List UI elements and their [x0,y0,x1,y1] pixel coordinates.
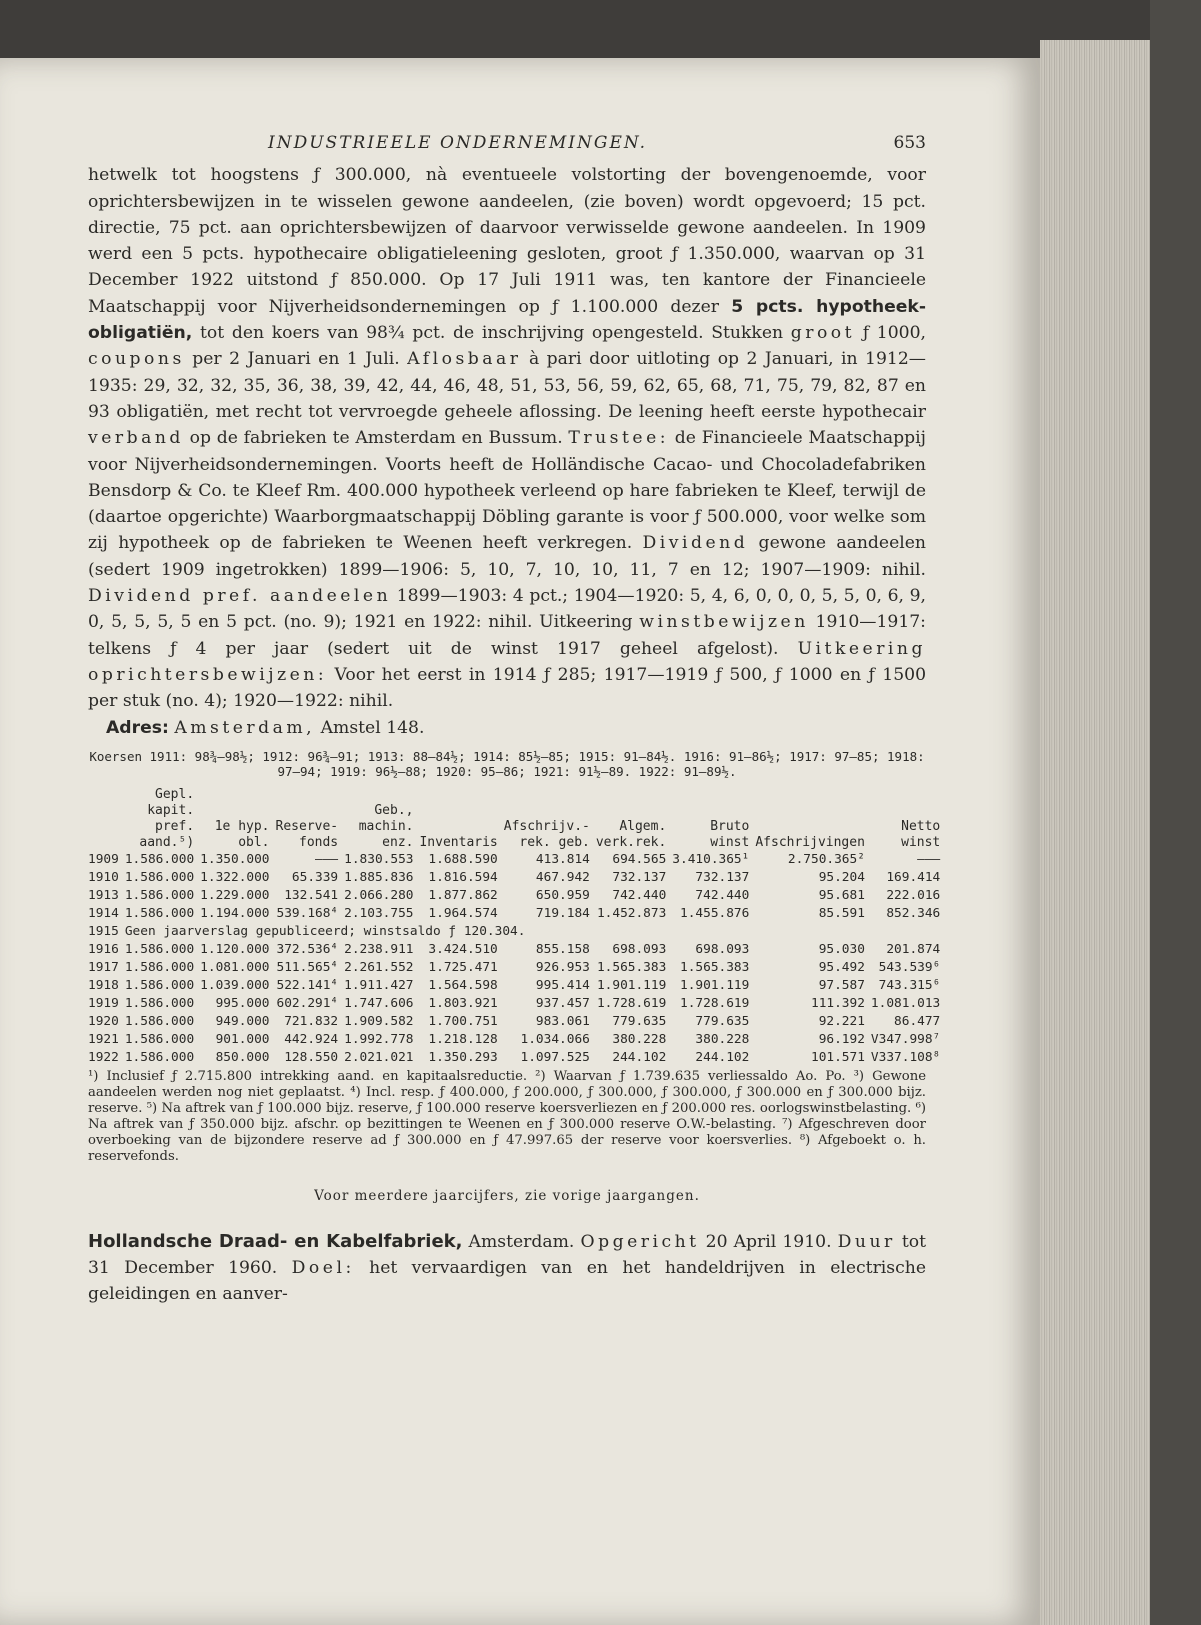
financial-table [88,787,943,1067]
table-cell: 743.315⁶ [878,977,941,993]
table-header-cell: Inventaris [419,834,498,850]
table-cell: 1.350.293 [428,1049,498,1065]
table-cell: 719.184 [535,905,590,921]
table-cell: 543.539⁶ [878,959,941,975]
table-row [88,851,943,869]
row-year: 1918 [88,977,119,993]
text-run: hetwelk tot hoogstens ƒ 300.000, nà eventueele volstorting der bovengenoemde, voor oprichtersbewijzen in te wisselen gewone aandeelen, (zie boven) wordt opgevoerd; 15 pct. directie, 75 pct. aan oprichtersbewijzen of daarvoor verwisselde gewone aandeelen. In 1909 werd een 5 pcts. hypothecaire obligatieleening gesloten, groot ƒ 1.350.000, waarvan op 31 December 1922 uitstond ƒ 850.000. Op 17 Juli 1911 was, ten kantore der Financieele Maatschappij voor Nijverheidsondernemingen op ƒ 1.100.000 dezer [88,165,926,317]
table-cell: 1.747.606 [344,995,414,1011]
table-cell: 1.586.000 [124,851,195,867]
table-cell: 1.586.000 [124,977,195,993]
table-cell: 742.440 [612,887,667,903]
table-cell: 698.093 [612,941,667,957]
company-paragraph [88,162,926,714]
table-cell: 3.424.510 [428,941,498,957]
table-row [88,941,943,959]
address-city: Amsterdam, [174,717,316,738]
table-cell: 101.571 [810,1049,865,1065]
table-header-cell [88,787,122,851]
table-cell: 1.725.471 [428,959,498,975]
text-run: Amsterdam. [462,1232,581,1253]
table-cell: 1.803.921 [428,995,498,1011]
table-cell: 852.346 [886,905,941,921]
address-line [106,715,926,741]
table-cell: 95.681 [818,887,865,903]
table-row [88,869,943,887]
table-cell: 1.565.383 [596,959,667,975]
row-year: 1921 [88,1031,119,1047]
table-cell: 1.586.000 [124,905,195,921]
table-row [88,995,943,1013]
table-cell: 1.350.000 [200,851,270,867]
spaced-term: Aflosbaar [407,349,522,370]
table-row [88,923,943,941]
table-cell: 1.097.525 [520,1049,590,1065]
table-cell: 1.830.553 [344,851,414,867]
table-cell: 983.061 [535,1013,590,1029]
table-row [88,959,943,977]
spaced-term: Dividend pref. aandeelen [88,586,392,607]
table-cell: 96.192 [818,1031,865,1047]
text-run: gewone aandeelen (sedert 1909 ingetrokken) 1899—1906: 5, 10, 7, 10, 10, 11, 7 en 12; 1907—1909: nihil. [88,533,926,580]
table-row [88,1013,943,1031]
text-run: tot den koers van 98¾ pct. de inschrijving opengesteld. Stukken [192,323,791,344]
table-cell: 721.832 [284,1013,339,1029]
table-cell: 2.238.911 [344,941,414,957]
table-cell: 244.102 [695,1049,750,1065]
address-street: Amstel 148. [315,717,425,738]
table-cell: 926.953 [535,959,590,975]
table-cell: 2.750.365² [787,851,865,867]
table-row [88,977,943,995]
table-cell: 1.586.000 [124,887,195,903]
spaced-term: Doel: [291,1258,355,1279]
spaced-term: Trustee: [568,428,670,449]
table-cell: 380.228 [612,1031,667,1047]
table-cell: 539.168⁴ [276,905,339,921]
table-cell: 1.992.778 [344,1031,414,1047]
table-row [88,1049,943,1067]
table-cell: 1.455.876 [680,905,750,921]
see-previous-note: Voor meerdere jaarcijfers, zie vorige jaargangen. [314,1187,700,1204]
text-run: per 2 Januari en 1 Juli. [184,349,408,370]
table-cell: 95.030 [818,941,865,957]
running-header [88,130,926,156]
table-cell: 995.000 [215,995,270,1011]
row-year: 1920 [88,1013,119,1029]
table-cell: 1.229.000 [200,887,270,903]
table-cell: V337.108⁸ [870,1049,941,1065]
table-cell: 1.901.119 [596,977,667,993]
table-row [88,887,943,905]
table-cell: 111.392 [810,995,865,1011]
row-year: 1915 [88,923,119,939]
table-header-cell: Reserve-fonds [275,818,339,850]
row-year: 1922 [88,1049,119,1065]
table-cell: 201.874 [886,941,941,957]
table-cell: 65.339 [291,869,339,885]
table-cell: 380.228 [695,1031,750,1047]
row-year: 1919 [88,995,119,1011]
table-cell: 2.066.280 [344,887,414,903]
table-cell: 732.137 [695,869,750,885]
table-cell: 1.586.000 [124,941,195,957]
table-cell: ——— [917,851,941,867]
table-cell: 467.942 [535,869,590,885]
table-cell: 1.081.013 [870,995,941,1011]
text-run: 20 April 1910. [699,1232,838,1253]
table-header-cell: Algem. verk.rek. [595,818,667,850]
page-content [88,130,941,1307]
table-cell: 442.924 [284,1031,339,1047]
table-cell: 1.564.598 [428,977,498,993]
table-cell: V347.998⁷ [870,1031,941,1047]
row-year: 1913 [88,887,119,903]
row-year: 1917 [88,959,119,975]
table-cell: 1.728.619 [596,995,667,1011]
table-cell: 1.039.000 [200,977,270,993]
table-cell: 732.137 [612,869,667,885]
spaced-term: Duur [837,1232,896,1253]
table-cell: 2.261.552 [344,959,414,975]
spaced-term: winstbewijzen [639,612,809,633]
table-cell: 372.536⁴ [276,941,339,957]
table-cell: 1.081.000 [200,959,270,975]
table-cell: 3.410.365¹ [672,851,750,867]
table-cell: 742.440 [695,887,750,903]
row-year: 1916 [88,941,119,957]
table-row [88,1031,943,1049]
table-cell: 779.635 [695,1013,750,1029]
table-cell: 97.587 [818,977,865,993]
table-header-cell: Afschrijv.- rek. geb. [503,818,590,850]
table-cell: 949.000 [215,1013,270,1029]
table-cell: 850.000 [215,1049,270,1065]
table-header-cell: Netto winst [901,818,941,850]
text-run: ƒ 1000, [855,323,926,344]
table-header-cell: Afschrijvingen [755,834,865,850]
table-cell: 937.457 [535,995,590,1011]
spaced-term: Dividend [642,533,749,554]
table-header-cell: Geb., machin. enz. [358,802,414,850]
table-cell: 1.586.000 [124,1031,195,1047]
table-cell: 1.322.000 [200,869,270,885]
table-header-cell: Gepl. kapit. pref. aand.⁵) [139,786,195,850]
text-run: de Financieele Maatschappij voor Nijverheidsondernemingen. Voorts heeft de Holländische Cacao- und Chocoladefabriken Bensdorp & Co. te Kleef Rm. 400.000 hypotheek verleend op hare fabrieken te Kleef, terwijl de (daartoe opgerichte) Waarborgmaatschappij Döbling garante is voor ƒ 500.000, voor welke som zij hypotheek op de fabrieken te Weenen heeft verkregen. [88,428,926,554]
table-cell: 413.814 [535,851,590,867]
text-run: op de fabrieken te Amsterdam en Bussum. [183,428,569,449]
footnotes: ¹) Inclusief ƒ 2.715.800 intrekking aand. en kapitaalsreductie. ²) Waarvan ƒ 1.739.635 verliessaldo Ao. Po. ³) Gewone aandeelen werden nog niet geplaatst. ⁴) Incl. resp. ƒ 400.000, ƒ 200.000, ƒ 300.000, ƒ 300.000, ƒ 300.000 en ƒ 300.000 bijz. reserve. ⁵) Na aftrek van ƒ 100.000 bijz. reserve, ƒ 100.000 reserve koersverliezen en ƒ 200.000 res. oorlogswinstbelasting. ⁶) Na aftrek van ƒ 350.000 bijz. afschr. op bezittingen te Weenen en ƒ 300.000 reserve O.W.-belasting. ⁷) Afgeschreven door overboeking van de bijzondere reserve ad ƒ 300.000 en ƒ 47.997.65 der reserve voor koersverlies. ⁸) Afgeboekt o. h. reservefonds. [88,1068,926,1164]
spaced-term: groot [790,323,856,344]
table-cell: 92.221 [818,1013,865,1029]
table-cell: 522.141⁴ [276,977,339,993]
table-header-cell: Bruto winst [710,818,750,850]
table-cell: 95.492 [818,959,865,975]
table-cell: 1.909.582 [344,1013,414,1029]
table-cell: 1.586.000 [124,1013,195,1029]
text-run: 1910—1917: telkens ƒ 4 per jaar (sedert uit de winst 1917 geheel afgelost). [88,612,926,659]
table-cell: 698.093 [695,941,750,957]
table-cell: 1.688.590 [428,851,498,867]
spaced-term: Opgericht [580,1232,700,1253]
table-cell: 650.959 [535,887,590,903]
table-body [88,851,943,1067]
table-header-row [88,787,943,851]
table-cell: 1.218.128 [428,1031,498,1047]
table-cell: 2.021.021 [344,1049,414,1065]
spaced-term: coupons [88,349,185,370]
book-cover-edge [1150,0,1201,1625]
table-cell: 1.586.000 [124,959,195,975]
table-cell: 1.885.836 [344,869,414,885]
next-company-name: Hollandsche Draad- en Kabelfabriek, [88,1231,463,1253]
table-cell: 95.204 [818,869,865,885]
table-cell: 2.103.755 [344,905,414,921]
table-cell: 1.034.066 [520,1031,590,1047]
table-cell: ——— [315,851,339,867]
table-header-cell: 1e hyp. obl. [214,818,270,850]
text-run: à pari door uitloting op 2 Januari, in 1912—1935: 29, 32, 32, 35, 36, 38, 39, 42, 44, 46, 48, 51, 53, 56, 59, 62, 65, 68, 71, 75, 79, 82, 87 en 93 obligatiën, met recht tot vervroegde geheele aflossing. De leening heeft eerste hypothecair [88,349,926,422]
spaced-term: Uitkeering oprichtersbewijzen: [88,638,926,685]
table-cell: 1.586.000 [124,995,195,1011]
table-cell: 169.414 [886,869,941,885]
table-cell: 855.158 [535,941,590,957]
table-cell: 86.477 [894,1013,941,1029]
table-cell: 694.565 [612,851,667,867]
table-cell: 132.541 [284,887,339,903]
table-cell: 995.414 [535,977,590,993]
row-year: 1914 [88,905,119,921]
table-cell: 1.586.000 [124,869,195,885]
table-cell: 1.700.751 [428,1013,498,1029]
table-cell: 1.964.574 [428,905,498,921]
table-cell: 222.016 [886,887,941,903]
table-cell: 779.635 [612,1013,667,1029]
table-cell: 1.911.427 [344,977,414,993]
table-cell: 1.816.594 [428,869,498,885]
row-year: 1909 [88,851,119,867]
running-title: INDUSTRIEELE ONDERNEMINGEN. [268,133,648,153]
address-label: Adres: [106,717,169,738]
table-cell: 128.550 [284,1049,339,1065]
row-year: 1910 [88,869,119,885]
table-cell: 602.291⁴ [276,995,339,1011]
table-row [88,905,943,923]
table-cell: 511.565⁴ [276,959,339,975]
table-cell: 1.194.000 [200,905,270,921]
text-run: tot 31 December 1960. [88,1232,927,1279]
table-cell: 1.452.873 [596,905,667,921]
next-company-paragraph [88,1229,926,1307]
table-cell: 901.000 [215,1031,270,1047]
book-page [0,58,1040,1625]
page-number: 653 [893,133,926,153]
table-cell: 1.120.000 [200,941,270,957]
price-quotes: Koersen 1911: 98¾—98½; 1912: 96¾—91; 1913: 88—84½; 1914: 85½—85; 1915: 91—84½. 1916: 91—86½; 1917: 97—85; 1918: 97—94; 1919: 96½—88; 1920: 95—86; 1921: 91½—89. 1922: 91—89½. [89,748,925,779]
table-cell: 244.102 [612,1049,667,1065]
text-run: Voor het eerst in 1914 ƒ 285; 1917—1919 ƒ 500, ƒ 1000 en ƒ 1500 per stuk (no. 4); 1920—1922: nihil. [88,664,926,712]
table-cell: Geen jaarverslag gepubliceerd; winstsaldo ƒ 120.304. [124,923,526,939]
table-cell: 1.877.862 [428,887,498,903]
table-cell: 1.901.119 [680,977,750,993]
table-cell: 85.591 [818,905,865,921]
text-run: 1899—1903: 4 pct.; 1904—1920: 5, 4, 6, 0, 0, 0, 5, 5, 0, 6, 9, 0, 5, 5, 5, 5 en 5 pct. (no. 9); 1921 en 1922: nihil. Uitkeering [88,586,926,633]
table-cell: 1.565.383 [680,959,750,975]
table-cell: 1.728.619 [680,995,750,1011]
table-cell: 1.586.000 [124,1049,195,1065]
bond-title: 5 pcts. hypotheek-obligatiën, [88,296,926,344]
spaced-term: verband [88,428,184,449]
text-run: het vervaardigen van en het handeldrijven in electrische geleidingen en aanver- [88,1258,926,1305]
